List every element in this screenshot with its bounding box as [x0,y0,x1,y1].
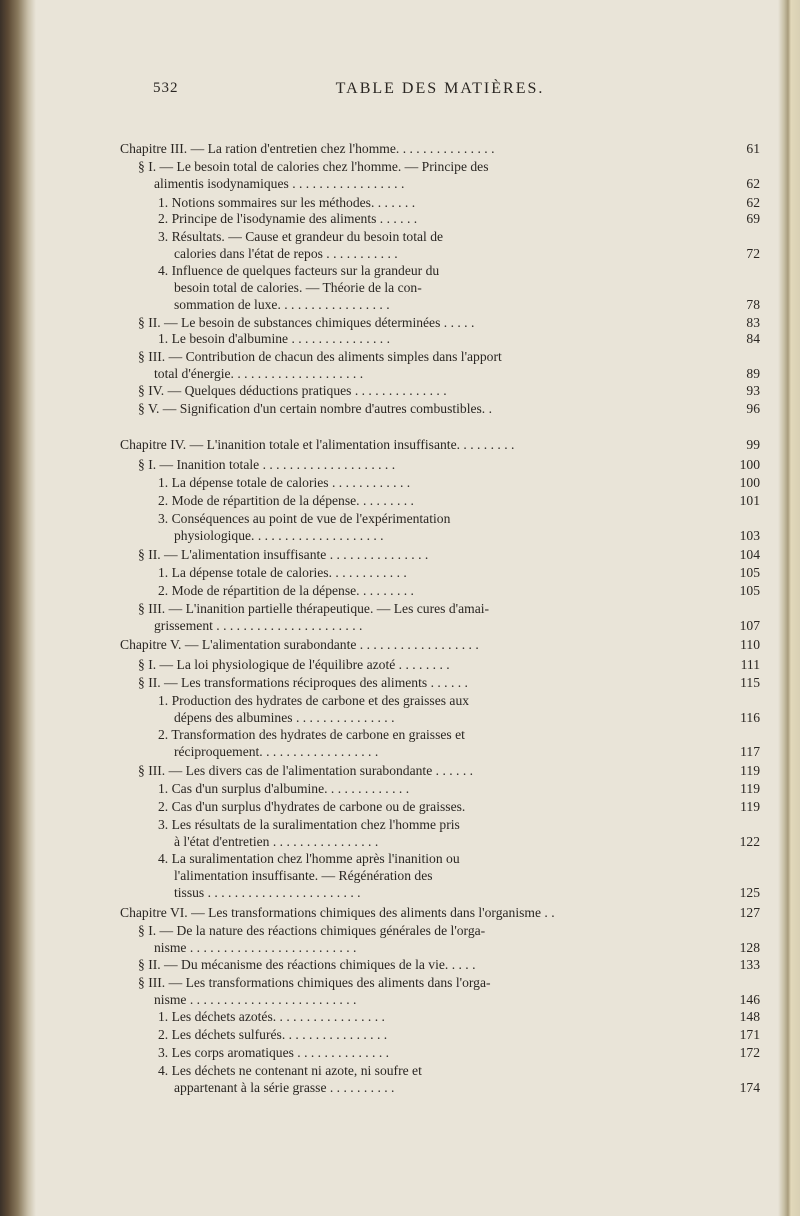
toc-entry-text: § III. — Contribution de chacun des aliments simples dans l'apport [138,349,502,364]
toc-entry [158,510,450,544]
toc-entry-text: sommation de luxe. . . . . . . . . . . . . . . . . [174,297,390,312]
toc-entry [138,314,474,331]
toc-entry-text: nisme . . . . . . . . . . . . . . . . . . . . . . . . . [154,992,357,1007]
toc-page-number: 93 [746,383,760,398]
toc-entry-text: à l'état d'entretien . . . . . . . . . . . . . . . . [174,834,379,849]
toc-page-number: 72 [746,246,760,261]
toc-entry [138,158,489,192]
toc-entry [158,330,390,347]
toc-entry [138,674,468,691]
toc-entry-text: § I. — Le besoin total de calories chez l'homme. — Principe des [138,159,489,174]
toc-entry-text: 3. Résultats. — Cause et grandeur du besoin total de [158,229,444,244]
toc-entry-text: § III. — Les transformations chimiques des aliments dans l'orga- [138,975,491,990]
toc-entry [158,798,465,815]
toc-page-number: 69 [746,211,760,226]
toc-entry [158,1026,387,1043]
toc-page-number: 115 [740,675,760,690]
toc-page-number: 84 [746,331,760,346]
book-binding-shadow [0,0,36,1216]
toc-entry-text: besoin total de calories. — Théorie de la con- [174,280,422,295]
toc-page-number: 101 [739,493,760,508]
toc-entry-text: 1. Production des hydrates de carbone et des graisses aux [158,693,470,708]
toc-entry [138,922,485,956]
toc-page-number: 119 [740,799,760,814]
toc-page-number: 104 [739,547,760,562]
toc-page-number: 62 [746,195,760,210]
toc-page-number: 83 [746,315,760,330]
toc-page-number: 119 [740,763,760,778]
toc-page-number: 105 [739,565,760,580]
toc-entry-text: § II. — Le besoin de substances chimiques déterminées . . . . . [138,315,475,330]
toc-entry [158,228,443,262]
toc-entry [120,140,494,157]
toc-entry-text: 2. Cas d'un surplus d'hydrates de carbone ou de graisses. [158,799,466,814]
toc-entry-text: § V. — Signification d'un certain nombre d'autres combustibles. . [138,401,493,416]
toc-page-number: 111 [740,657,760,672]
toc-entry-text: 4. Influence de quelques facteurs sur la grandeur du [158,263,440,278]
toc-entry [158,492,414,509]
page-number: 532 [153,80,179,96]
toc-page-number: 110 [740,637,760,652]
toc-page-number: 146 [739,992,760,1007]
toc-page-number: 119 [740,781,760,796]
toc-entry-text: dépens des albumines . . . . . . . . . . . . . . . [174,710,395,725]
toc-entry-text: Chapitre VI. — Les transformations chimiques des aliments dans l'organisme . . [120,905,555,920]
toc-page-number: 105 [739,583,760,598]
toc-entry [158,262,439,313]
toc-entry-text: total d'énergie. . . . . . . . . . . . . . . . . . . . [154,366,364,381]
toc-entry [138,762,473,779]
toc-page-number: 127 [739,905,760,920]
toc-entry-text: § III. — Les divers cas de l'alimentation surabondante . . . . . . [138,763,474,778]
toc-entry [158,1062,422,1096]
toc-entry [138,600,489,634]
page-edge [778,0,800,1216]
toc-entry-text: § I. — La loi physiologique de l'équilibre azoté . . . . . . . . [138,657,450,672]
toc-entry-text: 3. Les résultats de la suralimentation chez l'homme pris [158,817,460,832]
toc-entry-text: § II. — Du mécanisme des réactions chimiques de la vie. . . . . [138,957,476,972]
toc-page-number: 103 [739,528,760,543]
toc-page-number: 89 [746,366,760,381]
toc-entry-text: § IV. — Quelques déductions pratiques . . . . . . . . . . . . . . [138,383,447,398]
toc-entry-text: 2. Mode de répartition de la dépense. . . . . . . . . [158,493,414,508]
toc-entry [138,956,475,973]
toc-entry [120,904,555,921]
toc-entry-text: § I. — De la nature des réactions chimiques générales de l'orga- [138,923,486,938]
toc-entry-text: appartenant à la série grasse . . . . . . . . . . [174,1080,395,1095]
toc-entry-text: Chapitre III. — La ration d'entretien chez l'homme. . . . . . . . . . . . . . . [120,141,495,156]
toc-entry-text: 3. Conséquences au point de vue de l'expérimentation [158,511,451,526]
toc-entry [158,582,414,599]
toc-page-number: 122 [739,834,760,849]
toc-entry [158,850,460,901]
toc-entry [138,348,502,382]
toc-page-number: 99 [746,437,760,452]
toc-entry [138,974,491,1008]
toc-page-number: 100 [739,457,760,472]
toc-entry [138,656,450,673]
page-header [120,80,760,104]
toc-entry-text: 1. Le besoin d'albumine . . . . . . . . . . . . . . . [158,331,391,346]
toc-entry [138,456,395,473]
toc-entry-text: 1. Cas d'un surplus d'albumine. . . . . . . . . . . . . [158,781,410,796]
toc-entry-text: 4. La suralimentation chez l'homme après l'inanition ou [158,851,460,866]
toc-page-number: 171 [739,1027,760,1042]
toc-entry-text: 1. Les déchets azotés. . . . . . . . . . . . . . . . . [158,1009,385,1024]
toc-page-number: 174 [739,1080,760,1095]
toc-entry [158,780,409,797]
toc-entry [120,436,514,453]
toc-page-number: 117 [740,744,760,759]
toc-entry [158,692,469,726]
toc-page-number: 61 [746,141,760,156]
toc-entry-text: nisme . . . . . . . . . . . . . . . . . . . . . . . . . [154,940,357,955]
toc-entry [158,1008,385,1025]
toc-page-number: 172 [739,1045,760,1060]
toc-entry-text: § III. — L'inanition partielle thérapeutique. — Les cures d'amai- [138,601,490,616]
toc-page-number: 78 [746,297,760,312]
toc-entry-text: § II. — Les transformations réciproques des aliments . . . . . . [138,675,468,690]
toc-entry [138,382,447,399]
toc-entry [138,400,492,417]
toc-entry [158,474,410,491]
toc-entry-text: § I. — Inanition totale . . . . . . . . . . . . . . . . . . . . [138,457,396,472]
toc-entry [158,726,465,760]
toc-page-number: 96 [746,401,760,416]
toc-page-number: 148 [739,1009,760,1024]
toc-entry-text: tissus . . . . . . . . . . . . . . . . . . . . . . . [174,885,361,900]
toc-entry [158,1044,389,1061]
toc-entry-text: 3. Les corps aromatiques . . . . . . . . . . . . . . [158,1045,390,1060]
toc-entry-text: alimentis isodynamiques . . . . . . . . . . . . . . . . . [154,176,405,191]
toc-page-number: 107 [739,618,760,633]
toc-entry-text: Chapitre IV. — L'inanition totale et l'alimentation insuffisante. . . . . . . . . [120,437,515,452]
toc-entry-text: l'alimentation insuffisante. — Régénération des [174,868,433,883]
toc-page-number: 133 [739,957,760,972]
toc-entry [158,210,417,227]
toc-entry-text: 2. Transformation des hydrates de carbone en graisses et [158,727,465,742]
toc-entry [158,816,460,850]
toc-entry-text: § II. — L'alimentation insuffisante . . . . . . . . . . . . . . . [138,547,429,562]
toc-entry-text: 1. Notions sommaires sur les méthodes. . . . . . . [158,195,416,210]
toc-page-number: 116 [740,710,760,725]
toc-entry-text: 1. La dépense totale de calories . . . . . . . . . . . . [158,475,411,490]
toc-entry-text: calories dans l'état de repos . . . . . . . . . . . [174,246,398,261]
toc-page-number: 125 [739,885,760,900]
toc-entry-text: physiologique. . . . . . . . . . . . . . . . . . . . [174,528,384,543]
toc-entry-text: Chapitre V. — L'alimentation surabondante . . . . . . . . . . . . . . . . . . [120,637,479,652]
running-head: TABLE DES MATIÈRES. [335,80,545,97]
toc-entry [138,546,428,563]
toc-entry-text: grissement . . . . . . . . . . . . . . . . . . . . . . [154,618,363,633]
toc-entry-text: 1. La dépense totale de calories. . . . . . . . . . . . [158,565,407,580]
toc-entry-text: 2. Les déchets sulfurés. . . . . . . . . . . . . . . . [158,1027,388,1042]
toc-page-number: 100 [739,475,760,490]
toc-entry [158,564,407,581]
toc-page-number: 62 [746,176,760,191]
toc-entry-text: 2. Principe de l'isodynamie des aliments . . . . . . [158,211,418,226]
toc-page-number: 128 [739,940,760,955]
toc-entry-text: 2. Mode de répartition de la dépense. . . . . . . . . [158,583,414,598]
toc-entry [158,194,415,211]
toc-entry-text: 4. Les déchets ne contenant ni azote, ni soufre et [158,1063,422,1078]
toc-entry-text: réciproquement. . . . . . . . . . . . . . . . . . [174,744,379,759]
toc-entry [120,636,479,653]
